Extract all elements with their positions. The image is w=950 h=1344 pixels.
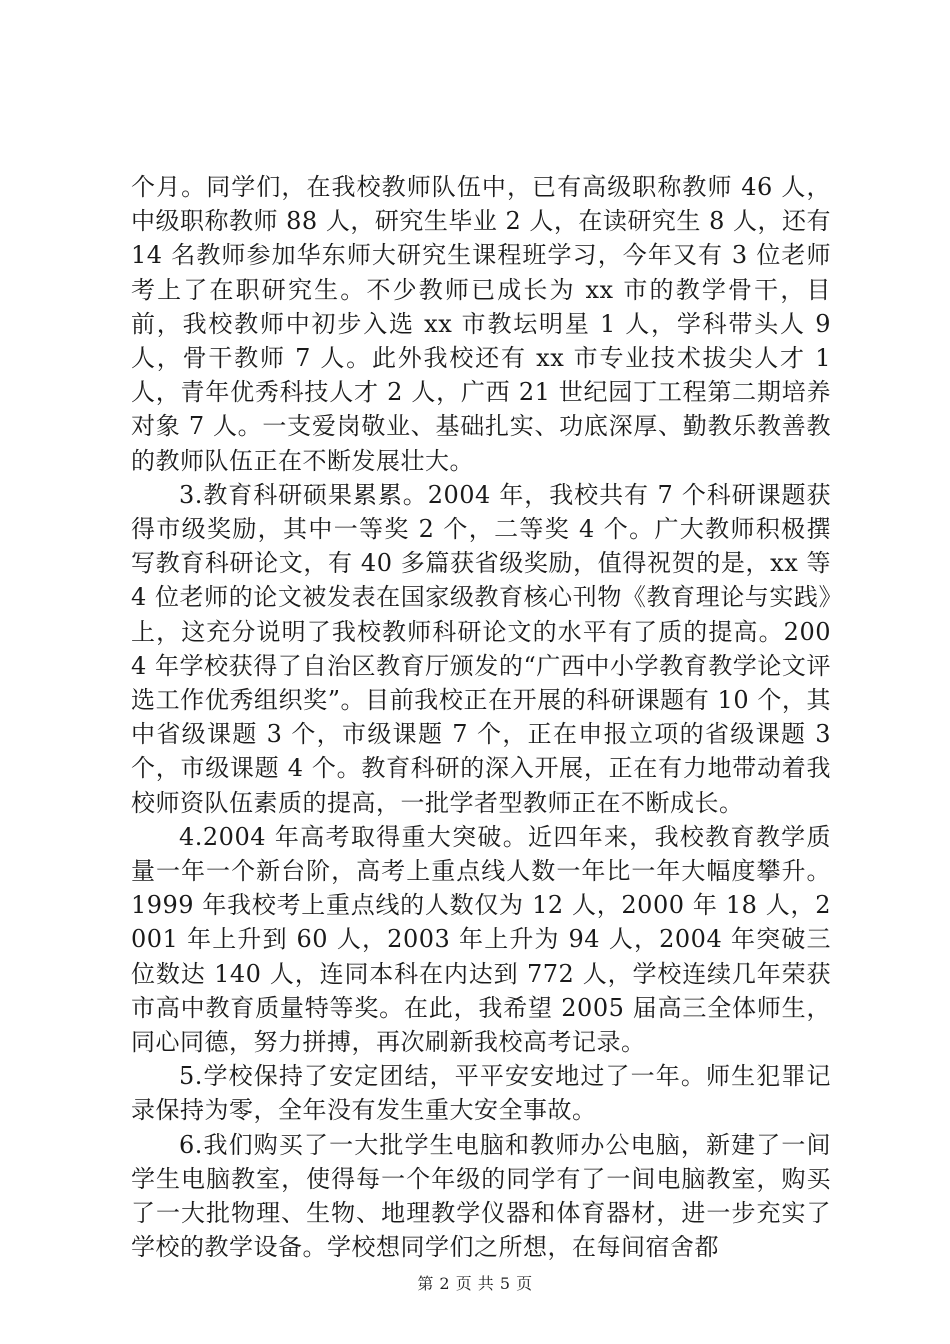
document-body: [131, 170, 831, 1265]
paragraph-safety: 5.学校保持了安定团结，平平安安地过了一年。师生犯罪记录保持为零，全年没有发生重大安全事故。: [131, 1062, 831, 1125]
page-footer: 第 2 页 共 5 页: [417, 1274, 533, 1293]
paragraph-equipment: 6.我们购买了一大批学生电脑和教师办公电脑，新建了一间学生电脑教室，使得每一个年级的同学有了一间电脑教室，购买了一大批物理、生物、地理教学仪器和体育器材，进一步充实了学校的教学设备。学校想同学们之所想，在每间宿舍都: [131, 1130, 831, 1262]
paragraph-research: 3.教育科研硕果累累。2004 年，我校共有 7 个科研课题获得市级奖励，其中一等奖 2 个，二等奖 4 个。广大教师积极撰写教育科研论文，有 40 多篇获省级奖励，值得祝贺的是，xx 等 4 位老师的论文被发表在国家级教育核心刊物《教育理论与实践》上，这充分说明了我校教师科研论文的水平有了质的提高。2004 年学校获得了自治区教育厅颁发的“广西中小学教育教学论文评选工作优秀组织奖”。目前我校正在开展的科研课题有 10 个，其中省级课题 3 个，市级课题 7 个，正在申报立项的省级课题 3 个，市级课题 4 个。教育科研的深入开展，正在有力地带动着我校师资队伍素质的提高，一批学者型教师正在不断成长。: [131, 480, 831, 817]
paragraph-teachers: 个月。同学们，在我校教师队伍中，已有高级职称教师 46 人，中级职称教师 88 人，研究生毕业 2 人，在读研究生 8 人，还有 14 名教师参加华东师大研究生课程班学习，今年又有 3 位老师考上了在职研究生。不少教师已成长为 xx 市的教学骨干，目前，我校教师中初步入选 xx 市教坛明星 1 人，学科带头人 9 人，骨干教师 7 人。此外我校还有 xx 市专业技术拔尖人才 1 人，青年优秀科技人才 2 人，广西 21 世纪园丁工程第二期培养对象 7 人。一支爱岗敬业、基础扎实、功底深厚、勤教乐教善教的教师队伍正在不断发展壮大。: [131, 173, 831, 475]
paragraph-exam: 4.2004 年高考取得重大突破。近四年来，我校教育教学质量一年一个新台阶，高考上重点线人数一年比一年大幅度攀升。1999 年我校考上重点线的人数仅为 12 人，2000 年 18 人，2001 年上升到 60 人，2003 年上升为 94 人，2004 年突破三位数达 140 人，连同本科在内达到 772 人，学校连续几年荣获市高中教育质量特等奖。在此，我希望 2005 届高三全体师生，同心同德，努力拼搏，再次刷新我校高考记录。: [131, 822, 831, 1057]
